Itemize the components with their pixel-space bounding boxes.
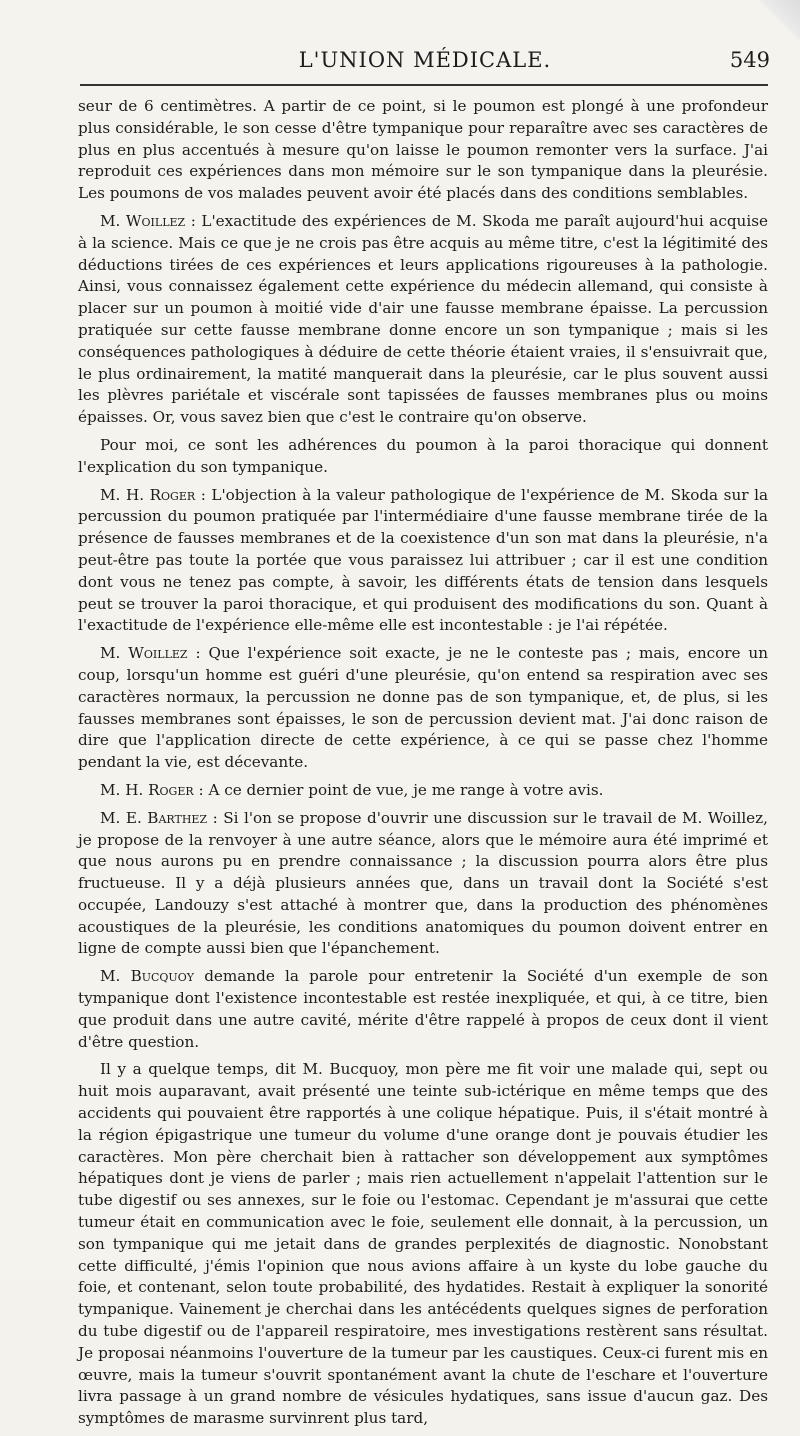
page-number: 549 <box>729 48 770 72</box>
speaker-name: M. E. Barthez : <box>100 808 218 827</box>
page-header <box>80 48 770 78</box>
paragraph <box>78 808 768 961</box>
speaker-name: M. Bucquoy <box>100 967 194 986</box>
paragraph <box>78 643 768 774</box>
paragraph <box>78 1059 768 1430</box>
paragraph-text: L'exactitude des expériences de M. Skoda me paraît aujourd'hui acquise à la science. Mais ce que je ne crois pas être acquis au même titre, c'est la légitimité des déductions tirées de ces expériences et leurs applications rigoureuses à la pathologie. Ainsi, vous connaissez également cette expérience du médecin allemand, qui consiste à placer sur un poumon à moitié vide d'air une fausse membrane épaisse. La percussion pratiquée sur cette fausse membrane donne encore un son tympanique ; mais si les conséquences pathologiques à déduire de cette théorie étaient vraies, il s'ensuivrait que, le plus ordinairement, la matité manquerait dans la pleurésie, car le plus souvent aussi les plèvres pariétale et viscérale sont tapissées de fausses membranes plus ou moins épaisses. Or, vous savez bien que c'est le contraire qu'on observe. <box>78 211 768 427</box>
paragraph-text: seur de 6 centimètres. A partir de ce point, si le poumon est plongé à une profondeur plus considérable, le son cesse d'être tympanique pour reparaître avec ses caractères de plus en plus accentués à mesure qu'on laisse le poumon remonter vers la surface. J'ai reproduit ces expériences dans mon mémoire sur le son tympanique dans la pleurésie. Les poumons de vos malades peuvent avoir été placés dans des conditions semblables. <box>78 97 768 203</box>
paragraph-text: Que l'expérience soit exacte, je ne le conteste pas ; mais, encore un coup, lorsqu'un homme est guéri d'une pleurésie, qu'on entend sa respiration avec ses caractères normaux, la percussion ne donne pas de son tympanique, et, de plus, si les fausses membranes sont épaisses, le son de percussion devient mat. J'ai donc raison de dire que l'application directe de cette expérience, à ce qui se passe chez l'homme pendant la vie, est décevante. <box>78 644 768 772</box>
paragraph <box>78 485 768 638</box>
speaker-name: M. Woillez : <box>100 211 196 230</box>
paragraph <box>78 96 768 205</box>
paragraph-text: Pour moi, ce sont les adhérences du poumon à la paroi thoracique qui donnent l'explication du son tympanique. <box>78 435 768 476</box>
running-title: L'UNION MÉDICALE. <box>298 48 552 72</box>
speaker-name: M. H. Roger : <box>100 780 204 799</box>
paragraph <box>78 966 768 1053</box>
article-body <box>78 96 768 1436</box>
paragraph <box>78 435 768 479</box>
paragraph-text: Si l'on se propose d'ouvrir une discussion sur le travail de M. Woillez, je propose de la renvoyer à une autre séance, alors que le mémoire aura été imprimé et que nous aurons pu en prendre connaissance ; la discussion pourra alors être plus fructueuse. Il y a déjà plusieurs années que, dans un travail dont la Société s'est occupée, Landouzy s'est attaché à montrer que, dans la production des phénomènes acoustiques de la pleurésie, les conditions anatomiques du poumon doivent entrer en ligne de compte aussi bien que l'épanchement. <box>78 808 768 958</box>
paragraph-text: Il y a quelque temps, dit M. Bucquoy, mon père me fit voir une malade qui, sept ou huit mois auparavant, avait présenté une teinte sub-ictérique en même temps que des accidents qui pouvaient être rapportés à une colique hépatique. Puis, il s'était montré à la région épigastrique une tumeur du volume d'une orange dont je pouvais étudier les caractères. Mon père cherchait bien à rattacher son développement aux symptômes hépatiques dont je viens de parler ; mais rien actuellement n'appelait l'attention sur le tube digestif ou ses annexes, sur le foie ou l'estomac. Cependant je m'assurai que cette tumeur était en communication avec le foie, seulement elle donnait, à la percussion, un son tympanique qui me jetait dans de grandes perplexités de diagnostic. Nonobstant cette difficulté, j'émis l'opinion que nous avions affaire à un kyste du lobe gauche du foie, et contenant, selon toute probabilité, des hydatides. Restait à expliquer la sonorité tympanique. Vainement je cherchai dans les antécédents quelques signes de perforation du tube digestif ou de l'appareil respiratoire, mes investigations restèrent sans résultat. Je proposai néanmoins l'ouverture de la tumeur par les caustiques. Ceux-ci furent mis en œuvre, mais la tumeur s'ouvrit spontanément avant la chute de l'eschare et l'ouverture livra passage à un grand nombre de vésicules hydatiques, sans issue d'aucun gaz. Des symptômes de marasme survinrent plus tard, <box>78 1060 768 1428</box>
speaker-name: M. Woillez : <box>100 644 201 663</box>
paragraph <box>78 780 768 802</box>
paragraph-text: A ce dernier point de vue, je me range à votre avis. <box>208 780 604 799</box>
paragraph <box>78 211 768 429</box>
speaker-name: M. H. Roger : <box>100 485 206 504</box>
paragraph-text: demande la parole pour entretenir la Société d'un exemple de son tympanique dont l'existence incontestable est restée inexpliquée, et qui, à ce titre, bien que produit dans une autre cavité, mérite d'être rappelé à propos de ceux dont il vient d'être question. <box>78 967 768 1051</box>
header-rule <box>80 84 768 86</box>
page-corner-fold <box>760 0 800 40</box>
paragraph-text: L'objection à la valeur pathologique de l'expérience de M. Skoda sur la percussion du poumon pratiquée par l'intermédiaire d'une fausse membrane tirée de la présence de fausses membranes et de la coexistence d'un son mat dans la pleurésie, n'a peut-être pas toute la portée que vous paraissez lui attribuer ; car il est une condition dont vous ne tenez pas compte, à savoir, les différents états de tension dans lesquels peut se trouver la paroi thoracique, et qui produisent des modifications du son. Quant à l'exactitude de l'expérience elle-même elle est incontestable : je l'ai répétée. <box>78 485 768 635</box>
